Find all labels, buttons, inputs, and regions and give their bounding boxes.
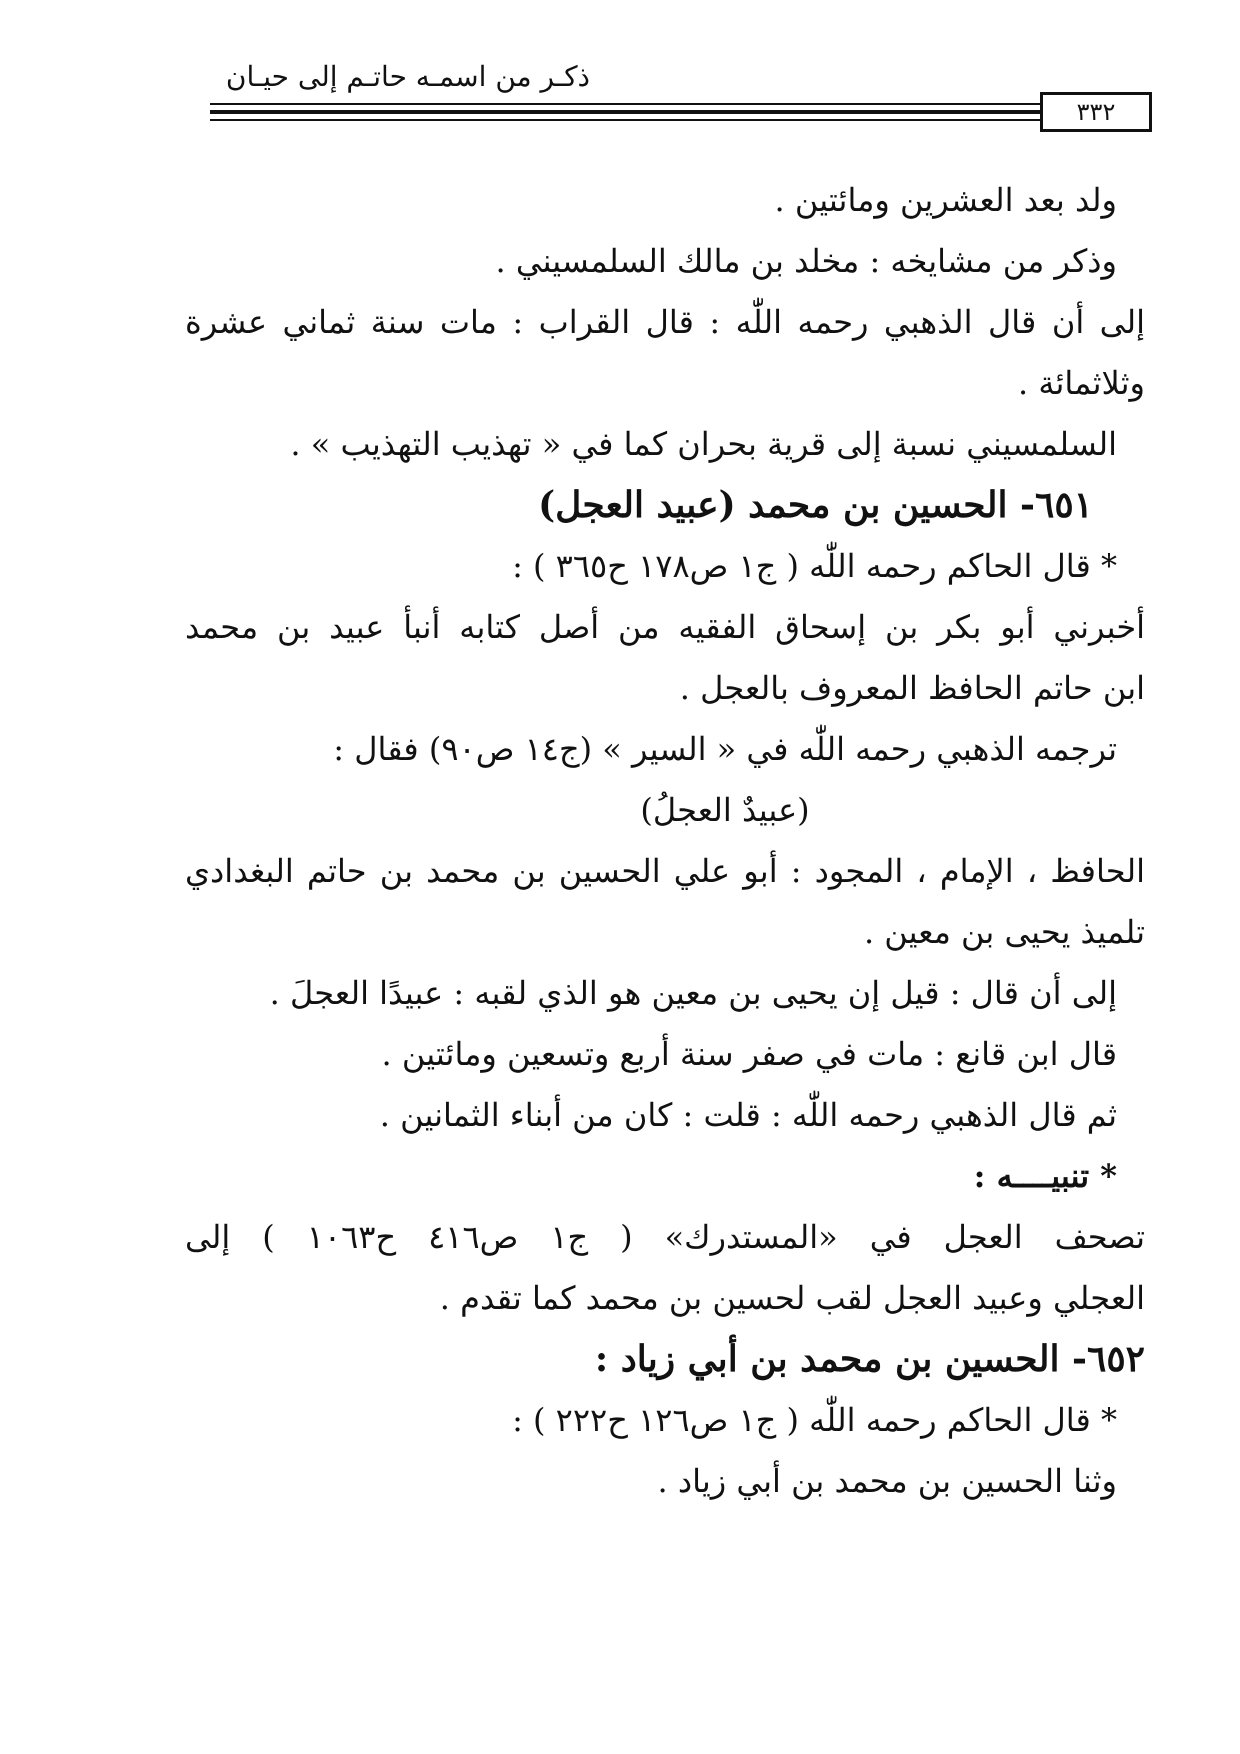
text-line: العجلي وعبيد العجل لقب لحسين بن محمد كما تقدم . — [439, 1279, 1145, 1317]
text-line: * قال الحاكم رحمه اللّٰه ( ج١ ص١٧٨ ح٣٦٥ ) : — [512, 547, 1117, 585]
header-rule-thick — [210, 110, 1040, 114]
note-heading: * تنبيــــه : — [973, 1157, 1117, 1195]
header-rule — [210, 119, 1040, 121]
text-line: وذكر من مشايخه : مخلد بن مالك السلمسيني . — [495, 242, 1117, 280]
text-line: تصحف العجل في «المستدرك» ( ج١ ص٤١٦ ح١٠٦٣ ) إلى — [185, 1218, 1145, 1256]
page-header — [0, 0, 1240, 150]
text-line: * قال الحاكم رحمه اللّٰه ( ج١ ص١٢٦ ح٢٢٢ ) : — [512, 1401, 1117, 1439]
running-title: ذكـر من اسمـه حاتـم إلى حيـان — [225, 60, 590, 93]
text-line: وثنا الحسين بن محمد بن أبي زياد . — [657, 1462, 1117, 1500]
header-rule — [210, 103, 1040, 105]
text-line: ترجمه الذهبي رحمه اللّٰه في « السير » (ج١٤ ص٩٠) فقال : — [333, 730, 1117, 768]
text-line: تلميذ يحيى بن معين . — [863, 913, 1145, 951]
entry-heading: ٦٥١- الحسين بن محمد (عبيد العجل) — [538, 484, 1093, 526]
text-line: الحافظ ، الإمام ، المجود : أبو علي الحسين بن محمد بن حاتم البغدادي — [185, 852, 1145, 890]
text-line: ابن حاتم الحافظ المعروف بالعجل . — [679, 669, 1145, 707]
text-line: السلمسيني نسبة إلى قرية بحران كما في « تهذيب التهذيب » . — [290, 425, 1117, 463]
page-number: ٣٣٢ — [1040, 92, 1152, 132]
text-line: ولد بعد العشرين ومائتين . — [774, 181, 1117, 219]
text-line: إلى أن قال : قيل إن يحيى بن معين هو الذي لقبه : عبيدًا العجلَ . — [269, 974, 1117, 1012]
text-line: وثلاثمائة . — [1017, 364, 1145, 402]
text-line: أخبرني أبو بكر بن إسحاق الفقيه من أصل كتابه أنبأ عبيد بن محمد — [185, 608, 1145, 646]
text-line: قال ابن قانع : مات في صفر سنة أربع وتسعين ومائتين . — [381, 1035, 1117, 1073]
page-body — [185, 170, 1145, 1512]
text-line: ثم قال الذهبي رحمه اللّٰه : قلت : كان من أبناء الثمانين . — [379, 1096, 1117, 1134]
text-line: إلى أن قال الذهبي رحمه اللّٰه : قال القراب : مات سنة ثماني عشرة — [185, 303, 1145, 341]
entry-heading: ٦٥٢- الحسين بن محمد بن أبي زياد : — [594, 1338, 1145, 1380]
text-line: (عبيدٌ العجلُ) — [640, 791, 810, 829]
